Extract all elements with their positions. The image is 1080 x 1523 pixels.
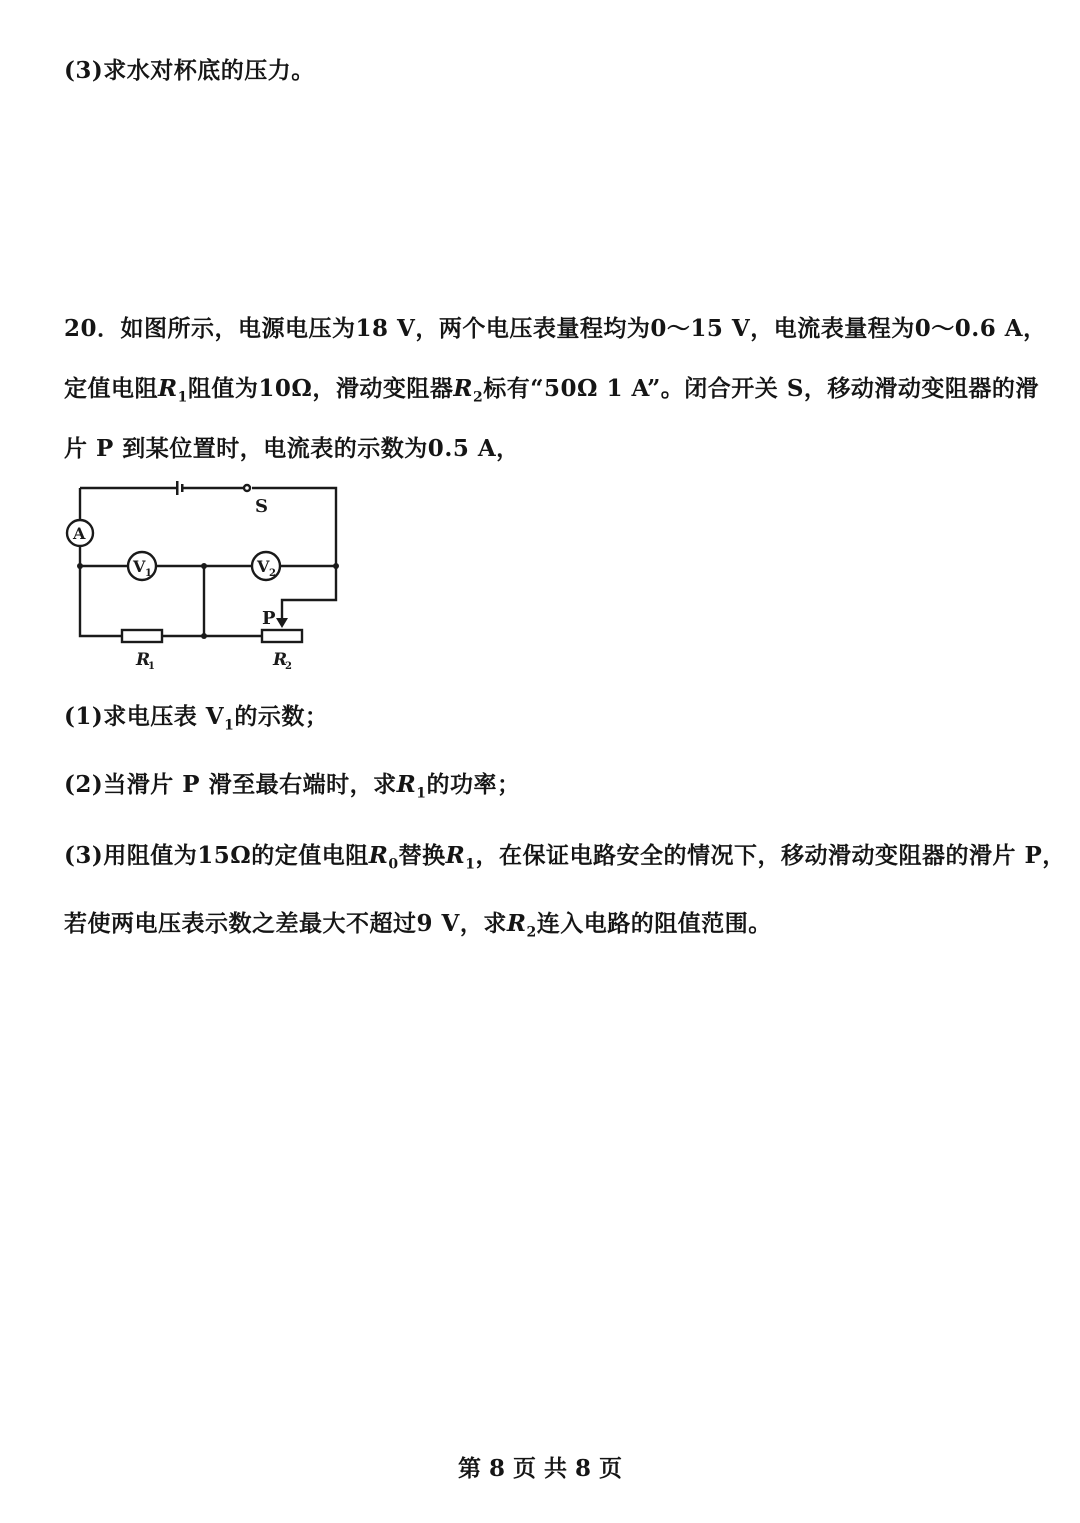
r1-resistor	[122, 630, 162, 642]
circuit-diagram	[62, 478, 352, 678]
sub3-r0-symbol: R	[368, 842, 389, 869]
q20-line2-text-b: 阻值为10Ω，滑动变阻器	[187, 375, 454, 402]
q20-sub-2	[64, 766, 520, 802]
sub3-r1-subscript: 1	[465, 856, 476, 873]
slider-arrow	[276, 618, 288, 628]
r2-resistor	[262, 630, 302, 642]
sub3-text-a: (3)用阻值为15Ω的定值电阻	[64, 842, 369, 869]
sub3-r2-symbol: R	[506, 910, 527, 937]
sub2-text-a: (2)当滑片 P 滑至最右端时，求	[64, 771, 397, 798]
q20-line-1: 20．如图所示，电源电压为18 V，两个电压表量程均为0～15 V，电流表量程为0～0.6 A，	[64, 315, 1047, 342]
junction-dot	[77, 563, 83, 569]
v2-label-sub: 2	[269, 568, 276, 579]
battery-plate-short	[181, 484, 184, 492]
sub3-r1-symbol: R	[445, 842, 466, 869]
q20-line-2	[64, 370, 1039, 406]
sub1-text-b: 的示数；	[234, 703, 329, 730]
r1-subscript: 1	[177, 389, 188, 406]
battery-plate-long	[176, 481, 179, 495]
sub3-line2-text-a: 若使两电压表示数之差最大不超过9 V，求	[64, 910, 507, 937]
ammeter-label: A	[73, 524, 86, 543]
sub2-r-subscript: 1	[416, 785, 427, 802]
r1-label: R	[136, 650, 151, 670]
q20-sub-3-line-2	[64, 905, 772, 941]
v1-label-sub: 1	[145, 568, 152, 579]
q20-sub-1	[64, 698, 328, 734]
q20-sub-3-line-1	[64, 837, 1066, 873]
sub3-r2-subscript: 2	[526, 924, 537, 941]
sub3-line2-text-b: 连入电路的阻值范围。	[536, 910, 772, 937]
r2-subscript: 2	[472, 389, 484, 406]
junction-dot	[201, 633, 207, 639]
junction-dot	[333, 563, 339, 569]
q20-line-3: 片 P 到某位置时，电流表的示数为0.5 A，	[64, 435, 520, 462]
r1-label-sub: 1	[148, 661, 155, 672]
sub2-text-b: 的功率；	[426, 771, 521, 798]
r2-label-sub: 2	[285, 661, 292, 672]
junction-dot	[201, 563, 207, 569]
page-footer: 第 8 页 共 8 页	[457, 1455, 623, 1482]
q20-line2-text-a: 定值电阻	[64, 375, 158, 402]
sub3-text-b: 替换	[398, 842, 446, 869]
v2-label: V	[257, 557, 270, 576]
sub1-subscript: 1	[224, 717, 235, 734]
r2-symbol: R	[453, 375, 473, 402]
sub1-text-a: (1)求电压表 V	[64, 703, 225, 730]
v1-label: V	[133, 557, 146, 576]
switch-contact	[244, 485, 250, 491]
sub2-r-symbol: R	[396, 771, 417, 798]
r1-symbol: R	[158, 375, 178, 402]
sub3-r0-subscript: 0	[388, 856, 399, 873]
prev-question-3: (3)求水对杯底的压力。	[64, 57, 315, 84]
slider-label: P	[262, 608, 276, 629]
left-wire-bottom	[80, 546, 122, 636]
q20-line2-text-c: 标有“50Ω 1 A”。闭合开关 S，移动滑动变阻器的滑	[483, 375, 1039, 402]
switch-label: S	[255, 496, 268, 517]
sub3-text-c: ，在保证电路安全的情况下，移动滑动变阻器的滑片 P，	[475, 842, 1066, 869]
r2-label: R	[273, 650, 288, 670]
